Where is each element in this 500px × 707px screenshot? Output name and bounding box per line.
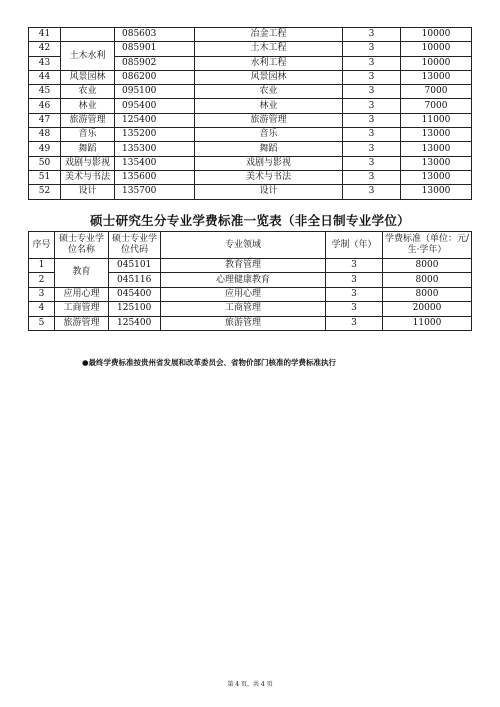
duration-years: 3 — [343, 113, 401, 127]
table-row — [29, 99, 472, 113]
major-name: 土木水利 — [61, 42, 115, 71]
table-row — [29, 156, 472, 170]
tuition-fee: 8000 — [383, 287, 472, 301]
major-code: 125100 — [109, 302, 161, 316]
field-name: 冶金工程 — [195, 28, 343, 42]
row-number: 46 — [29, 99, 61, 113]
table-row — [29, 113, 472, 127]
major-name: 农业 — [61, 85, 115, 99]
row-number: 45 — [29, 85, 61, 99]
field-name: 林业 — [195, 99, 343, 113]
table-row — [29, 185, 472, 199]
field-name: 音乐 — [195, 128, 343, 142]
row-number: 41 — [29, 28, 61, 42]
duration-years: 3 — [343, 128, 401, 142]
duration-years: 3 — [326, 273, 383, 287]
field-name: 旅游管理 — [161, 316, 326, 330]
row-number: 44 — [29, 70, 61, 84]
field-name: 风景园林 — [195, 70, 343, 84]
major-name: 教育 — [55, 259, 109, 288]
tuition-fee: 13000 — [401, 156, 472, 170]
major-code: 085902 — [115, 56, 195, 70]
header-field: 专业领域 — [161, 232, 326, 259]
tuition-fee: 8000 — [383, 273, 472, 287]
table-header-row — [29, 232, 472, 259]
tuition-fee: 11000 — [401, 113, 472, 127]
major-name: 工商管理 — [55, 302, 109, 316]
field-name: 水利工程 — [195, 56, 343, 70]
table-row — [29, 70, 472, 84]
duration-years: 3 — [326, 287, 383, 301]
tuition-fee: 13000 — [401, 142, 472, 156]
field-name: 设计 — [195, 185, 343, 199]
row-number: 48 — [29, 128, 61, 142]
table-row — [29, 128, 472, 142]
fee-table-part-time — [28, 231, 472, 331]
table-row — [29, 302, 472, 316]
field-name: 戏剧与影视 — [195, 156, 343, 170]
footnote: ●最终学费标准按贵州省发展和改革委员会、省物价部门核准的学费标准执行 — [82, 358, 337, 367]
field-name: 教育管理 — [161, 259, 326, 273]
table-row — [29, 42, 472, 56]
fee-table-full-time-continued — [28, 27, 472, 200]
header-major: 硕士专业学位名称 — [55, 232, 109, 259]
major-code: 045400 — [109, 287, 161, 301]
major-name — [61, 28, 115, 42]
major-name: 应用心理 — [55, 287, 109, 301]
row-number: 47 — [29, 113, 61, 127]
duration-years: 3 — [343, 28, 401, 42]
row-number: 3 — [29, 287, 55, 301]
tuition-fee: 13000 — [401, 70, 472, 84]
duration-years: 3 — [326, 316, 383, 330]
tuition-fee: 7000 — [401, 99, 472, 113]
major-code: 135400 — [115, 156, 195, 170]
major-code: 125400 — [109, 316, 161, 330]
duration-years: 3 — [343, 156, 401, 170]
tuition-fee: 13000 — [401, 170, 472, 184]
row-number: 43 — [29, 56, 61, 70]
duration-years: 3 — [343, 170, 401, 184]
major-code: 045116 — [109, 273, 161, 287]
row-number: 49 — [29, 142, 61, 156]
tuition-fee: 10000 — [401, 28, 472, 42]
tuition-fee: 11000 — [383, 316, 472, 330]
field-name: 应用心理 — [161, 287, 326, 301]
row-number: 42 — [29, 42, 61, 56]
duration-years: 3 — [343, 142, 401, 156]
field-name: 农业 — [195, 85, 343, 99]
row-number: 50 — [29, 156, 61, 170]
major-name: 风景园林 — [61, 70, 115, 84]
major-name: 旅游管理 — [55, 316, 109, 330]
duration-years: 3 — [343, 99, 401, 113]
section-title: 硕士研究生分专业学费标准一览表（非全日制专业学位） — [89, 213, 410, 228]
field-name: 心理健康教育 — [161, 273, 326, 287]
table-row — [29, 28, 472, 42]
field-name: 舞蹈 — [195, 142, 343, 156]
field-name: 工商管理 — [161, 302, 326, 316]
duration-years: 3 — [343, 70, 401, 84]
major-code: 135600 — [115, 170, 195, 184]
major-name: 音乐 — [61, 128, 115, 142]
major-name: 旅游管理 — [61, 113, 115, 127]
duration-years: 3 — [343, 56, 401, 70]
page-number: 第 4 页，共 4 页 — [227, 681, 273, 688]
tuition-fee: 13000 — [401, 128, 472, 142]
table-row — [29, 287, 472, 301]
major-code: 135700 — [115, 185, 195, 199]
major-name: 舞蹈 — [61, 142, 115, 156]
tuition-fee: 7000 — [401, 85, 472, 99]
major-code: 095400 — [115, 99, 195, 113]
major-code: 135300 — [115, 142, 195, 156]
major-name: 戏剧与影视 — [61, 156, 115, 170]
row-number: 4 — [29, 302, 55, 316]
header-fee: 学费标准（单位：元/生·学年） — [383, 232, 472, 259]
major-name: 美术与书法 — [61, 170, 115, 184]
duration-years: 3 — [343, 185, 401, 199]
table-row — [29, 170, 472, 184]
tuition-fee: 13000 — [401, 185, 472, 199]
duration-years: 3 — [343, 42, 401, 56]
table-row — [29, 259, 472, 273]
row-number: 1 — [29, 259, 55, 273]
major-code: 125400 — [115, 113, 195, 127]
header-code: 硕士专业学位代码 — [109, 232, 161, 259]
major-code: 085901 — [115, 42, 195, 56]
major-code: 045101 — [109, 259, 161, 273]
field-name: 旅游管理 — [195, 113, 343, 127]
duration-years: 3 — [343, 85, 401, 99]
duration-years: 3 — [326, 259, 383, 273]
tuition-fee: 8000 — [383, 259, 472, 273]
row-number: 52 — [29, 185, 61, 199]
major-code: 086200 — [115, 70, 195, 84]
field-name: 土木工程 — [195, 42, 343, 56]
row-number: 5 — [29, 316, 55, 330]
row-number: 51 — [29, 170, 61, 184]
major-code: 095100 — [115, 85, 195, 99]
tuition-fee: 10000 — [401, 56, 472, 70]
major-name: 林业 — [61, 99, 115, 113]
table-row — [29, 316, 472, 330]
table-row — [29, 85, 472, 99]
duration-years: 3 — [326, 302, 383, 316]
tuition-fee: 20000 — [383, 302, 472, 316]
major-code: 085603 — [115, 28, 195, 42]
header-years: 学制（年） — [326, 232, 383, 259]
major-name: 设计 — [61, 185, 115, 199]
row-number: 2 — [29, 273, 55, 287]
table-row — [29, 142, 472, 156]
tuition-fee: 10000 — [401, 42, 472, 56]
field-name: 美术与书法 — [195, 170, 343, 184]
header-no: 序号 — [29, 232, 55, 259]
major-code: 135200 — [115, 128, 195, 142]
